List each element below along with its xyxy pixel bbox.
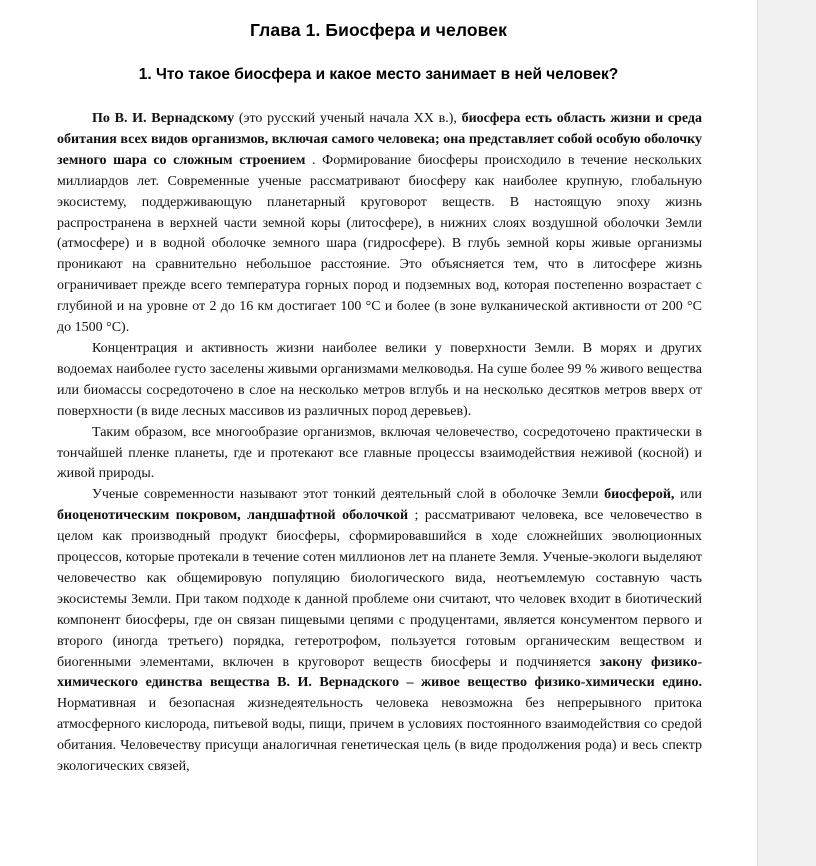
text-run: Таким образом, все многообразие организмов, включая человечество, сосредоточено практически в тончайшей пленке планеты, где и протекают все главные процессы взаимодействия неживой (косной) и живой природы. [57, 424, 702, 482]
text-run: Нормативная и безопасная жизнедеятельность человека невозможна без непрерывного притока атмосферного кислорода, питьевой воды, пищи, причем в условиях постоянного взаимодействия со средой обитания. Человечеству присущи аналогичная генетическая цель (в виде продолжения рода) и весь спектр экологических связей, [57, 696, 702, 775]
text-run: (это русский ученый начала XX в.), [234, 111, 462, 126]
text-run: биоценотическим покровом, ландшафтной оболочкой [57, 508, 409, 524]
text-run: ; рассматривают человека, все человечество в целом как производный продукт биосферы, сформировавшийся в ходе сложнейших эволюционных процессов, которые протекали в течение сотен миллионов лет на планете Земля. Ученые-экологи выделяют человечество как общемировую популяцию биологического вида, неотъемлемую составную часть экосистемы Земли. При таком подходе к данной проблеме они считают, что человек входит в биотический компонент биосферы, где он связан пищевыми цепями с продуцентами, является консументом первого и второго (иногда третьего) порядка, гетеротрофом, пользуется готовым органическим веществом и биогенными элементами, включен в круговорот веществ биосферы и подчиняется [57, 508, 702, 670]
paragraph [57, 423, 702, 486]
text-run: . Формирование биосферы происходило в течение нескольких миллиардов лет. Современные ученые рассматривают биосферу как наиболее крупную, глобальную экосистему, поддерживающую планетарный круговорот веществ. В настоящую эпоху жизнь распространена в верхней части земной коры (литосфере), в нижних слоях воздушной оболочки Земли (атмосфере) и в водной оболочке земного шара (гидросфере). В глубь земной коры живые организмы проникают на сравнительно небольшое расстояние. Это объясняется тем, что в литосфере жизнь ограничивает прежде всего температура горных пород и подземных вод, которая постепенно возрастает с глубиной и на уровне от 2 до 16 км достигает 100 °С и более (в зоне вулканической активности от 200 °С до 1500 °С). [57, 152, 702, 336]
text-run: закону физико-химического единства вещества В. И. Вернадского – живое вещество физико-химически едино. [57, 654, 702, 691]
text-run: Концентрация и активность жизни наиболее велики у поверхности Земли. В морях и других водоемах наиболее густо заселены живыми организмами мелководья. На суше более 99 % живого вещества или биомассы сосредоточено в слое на несколько метров вглубь и на несколько десятков метров вверх от поверхности (в виде лесных массивов из различных пород деревьев). [57, 340, 702, 419]
viewer-gutter [757, 0, 816, 866]
chapter-title: Глава 1. Биосфера и человек [250, 20, 507, 40]
paragraph [57, 109, 702, 339]
document-body [57, 109, 702, 778]
text-run: По В. И. Вернадскому [92, 111, 235, 126]
paragraph [57, 339, 702, 423]
text-run: Ученые современности называют этот тонкий деятельный слой в оболочке Земли [92, 487, 605, 503]
paragraph [57, 485, 702, 778]
text-run: биосферой, [604, 487, 675, 503]
section-title: 1. Что такое биосфера и какое место занимает в ней человек? [138, 66, 619, 83]
text-run: биосфера есть область жизни и среда обитания всех видов организмов, включая самого человека; она представляет собой особую оболочку земного шара со сложным строением [57, 111, 702, 168]
text-run: или [674, 487, 702, 503]
